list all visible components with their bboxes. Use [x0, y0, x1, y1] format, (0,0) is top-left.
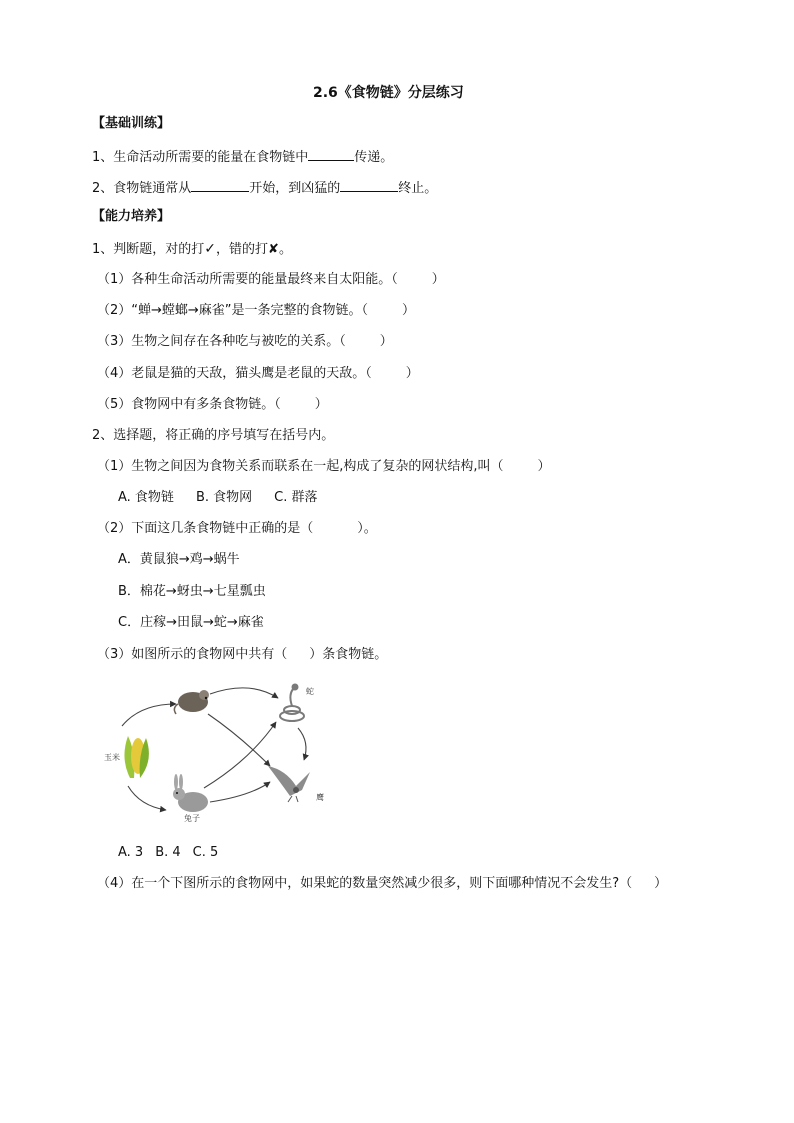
arrow-mouse-snake — [210, 688, 278, 698]
judge-item-1 — [97, 272, 445, 288]
item-text: （3）生物之间存在各种吃与被吃的关系。（ — [97, 334, 346, 349]
arrow-corn-rabbit — [128, 786, 166, 810]
item-text: （1）各种生命活动所需要的能量最终来自太阳能。（ — [97, 272, 398, 287]
choice-question-3 — [97, 647, 387, 663]
section-heading-basic: 【基础训练】 — [92, 116, 171, 131]
intro-text: ，错的打 — [216, 242, 269, 257]
question-text: （4）在一个下图所示的食物网中，如果蛇的数量突然减少很多，则下面哪种情况不会发生?（ — [97, 876, 633, 891]
question-text: （2）下面这几条食物链中正确的是（ — [97, 521, 314, 536]
food-web-figure — [100, 678, 350, 828]
choice-question-1 — [97, 459, 551, 475]
arrow-mouse-eagle — [208, 714, 270, 766]
judge-item-4 — [97, 366, 419, 382]
choice-2-option-c: C．庄稼→田鼠→蛇→麻雀 — [118, 615, 264, 630]
choice-2-option-b: B．棉花→蚜虫→七星瓢虫 — [118, 584, 266, 599]
item-text: ） — [402, 303, 416, 318]
choice-intro: 2、选择题，将正确的序号填写在括号内。 — [92, 428, 335, 443]
corn-icon — [124, 736, 148, 778]
item-text: ） — [379, 334, 393, 349]
page-title: 2.6《食物链》分层练习 — [313, 85, 464, 101]
eagle-icon — [268, 766, 310, 802]
rabbit-icon — [173, 774, 208, 812]
intro-text: 1、判断题，对的打 — [92, 242, 205, 257]
question-text: 1、生命活动所需要的能量在食物链中 — [92, 150, 309, 165]
arrow-corn-mouse — [122, 704, 176, 726]
item-text: ） — [431, 272, 445, 287]
item-text: （2）“蝉→螳螂→麻雀”是一条完整的食物链。（ — [97, 303, 369, 318]
check-mark-icon: ✓ — [204, 241, 217, 257]
cross-mark-icon: ✘ — [268, 242, 279, 257]
mouse-icon — [174, 690, 209, 714]
option-a: A. 3 — [118, 845, 144, 860]
answer-blank[interactable] — [308, 148, 354, 161]
judge-item-5 — [97, 397, 328, 413]
arrow-snake-eagle — [298, 728, 306, 760]
option-a: A. 食物链 — [118, 490, 174, 505]
judge-item-3 — [97, 334, 393, 350]
snake-label: 蛇 — [306, 687, 314, 696]
choice-options-3 — [118, 845, 240, 861]
question-text: ）条食物链。 — [309, 647, 388, 662]
question-text: （3）如图所示的食物网中共有（ — [97, 647, 288, 662]
question-text: ） — [654, 876, 668, 891]
choice-options-1 — [118, 490, 339, 506]
snake-icon — [280, 685, 304, 722]
question-basic-1 — [92, 148, 393, 166]
question-text: 终止。 — [398, 181, 438, 196]
question-text: （1）生物之间因为食物关系而联系在一起,构成了复杂的网状结构,叫（ — [97, 459, 504, 474]
item-text: （5）食物网中有多条食物链。（ — [97, 397, 281, 412]
question-text: 开始，到凶猛的 — [249, 181, 341, 196]
question-text: 2、食物链通常从 — [92, 181, 192, 196]
arrow-rabbit-eagle — [210, 782, 270, 802]
choice-question-2 — [97, 521, 377, 537]
option-c: C. 5 — [192, 845, 219, 860]
intro-text: 。 — [278, 242, 292, 257]
arrow-rabbit-snake — [204, 722, 276, 788]
item-text: （4）老鼠是猫的天敌，猫头鹰是老鼠的天敌。（ — [97, 366, 372, 381]
question-basic-2 — [92, 179, 437, 197]
option-c: C. 群落 — [274, 490, 318, 505]
question-text: ） — [537, 459, 551, 474]
corn-label: 玉米 — [104, 753, 120, 762]
choice-2-option-a: A．黄鼠狼→鸡→蜗牛 — [118, 552, 240, 567]
section-heading-ability: 【能力培养】 — [92, 209, 171, 224]
question-text: 传递。 — [354, 150, 394, 165]
question-text: ）。 — [357, 521, 377, 536]
choice-question-4 — [97, 876, 667, 892]
answer-blank[interactable] — [191, 179, 249, 192]
answer-blank[interactable] — [340, 179, 398, 192]
item-text: ） — [405, 366, 419, 381]
option-b: B. 4 — [155, 845, 181, 860]
option-b: B. 食物网 — [195, 490, 253, 505]
eagle-label: 鹰 — [316, 793, 324, 802]
rabbit-label: 兔子 — [184, 814, 200, 823]
item-text: ） — [314, 397, 328, 412]
judge-intro — [92, 241, 292, 258]
judge-item-2 — [97, 303, 415, 319]
